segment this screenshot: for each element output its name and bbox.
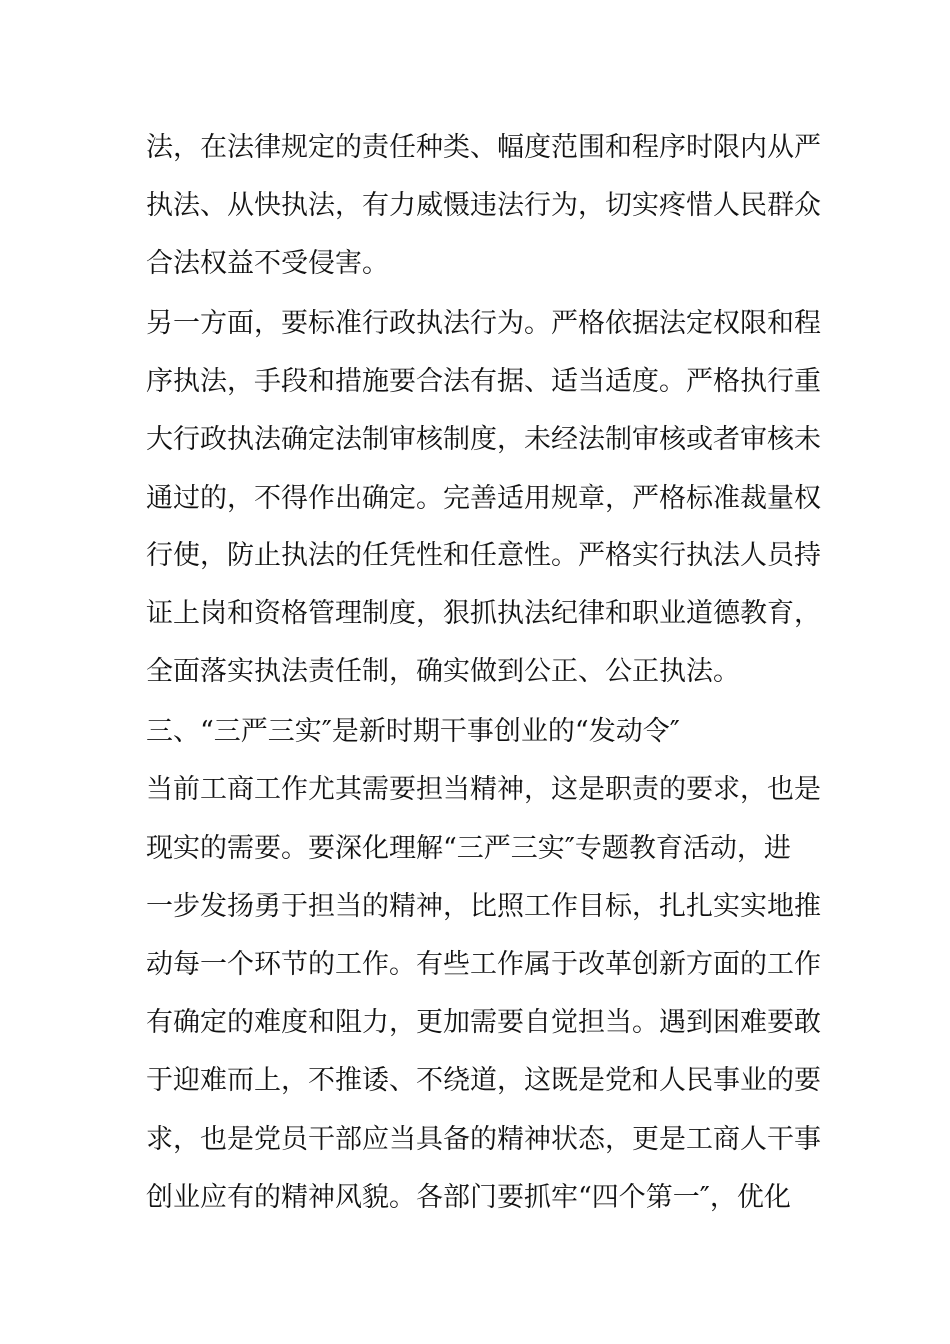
text-line: 执法、从快执法，有力威慑违法行为，切实疼惜人民群众: [146, 190, 821, 221]
text-line: 大行政执法确定法制审核制度，未经法制审核或者审核未: [146, 424, 821, 455]
text-line: 通过的，不得作出确定。完善适用规章，严格标准裁量权: [146, 483, 821, 514]
text-line: 当前工商工作尤其需要担当精神，这是职责的要求，也是: [146, 774, 821, 805]
text-line: 有确定的难度和阻力，更加需要自觉担当。遇到困难要敢: [146, 1007, 821, 1038]
text-line: 证上岗和资格管理制度，狠抓执法纪律和职业道德教育，: [146, 598, 821, 629]
text-line: 于迎难而上，不推诿、不绕道，这既是党和人民事业的要: [146, 1065, 821, 1096]
text-line: 另一方面，要标准行政执法行为。严格依据法定权限和程: [146, 308, 821, 339]
text-line: 一步发扬勇于担当的精神，比照工作目标，扎扎实实地推: [146, 891, 821, 922]
text-line: 现实的需要。要深化理解“三严三实″专题教育活动，进: [146, 833, 791, 864]
text-line: 法，在法律规定的责任种类、幅度范围和程序时限内从严: [146, 132, 821, 163]
text-line: 创业应有的精神风貌。各部门要抓牢“四个第一″，优化: [146, 1182, 791, 1213]
text-line: 求，也是党员干部应当具备的精神状态，更是工商人干事: [146, 1124, 821, 1155]
text-line: 动每一个环节的工作。有些工作属于改革创新方面的工作: [146, 949, 821, 980]
text-line: 行使，防止执法的任凭性和任意性。严格实行执法人员持: [146, 540, 821, 571]
text-line: 全面落实执法责任制，确实做到公正、公正执法。: [146, 656, 740, 687]
section-heading: 三、“三严三实″是新时期干事创业的“发动令″: [146, 716, 680, 747]
text-line: 合法权益不受侵害。: [146, 248, 389, 279]
text-line: 序执法，手段和措施要合法有据、适当适度。严格执行重: [146, 366, 821, 397]
